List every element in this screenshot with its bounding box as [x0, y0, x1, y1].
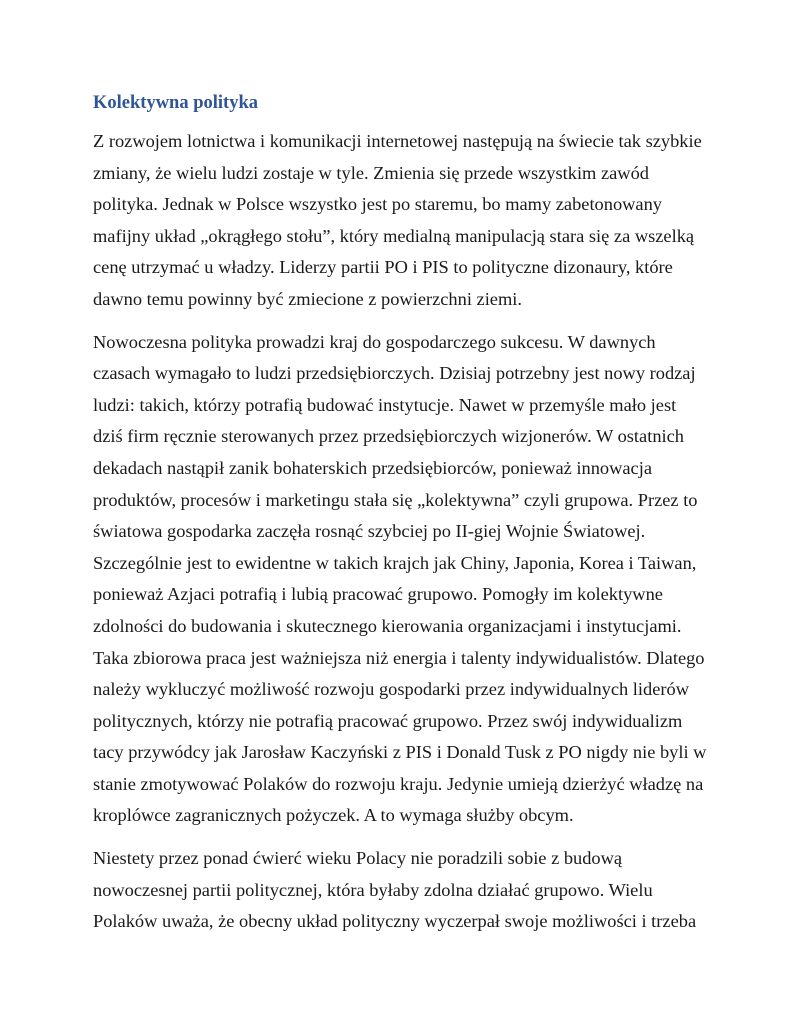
text-line: Nowoczesna polityka prowadzi kraj do gospodarczego sukcesu. W dawnych — [93, 331, 656, 352]
text-line: dekadach nastąpił zanik bohaterskich przedsiębiorców, ponieważ innowacja — [93, 457, 652, 478]
text-line: zdolności do budowania i skutecznego kierowania organizacjami i instytucjami. — [93, 615, 682, 636]
text-line: kroplówce zagranicznych pożyczek. A to wymaga służby obcym. — [93, 805, 574, 826]
text-line: tacy przywódcy jak Jarosław Kaczyński z PIS i Donald Tusk z PO nigdy nie byli w — [93, 742, 707, 763]
text-line: Z rozwojem lotnictwa i komunikacji internetowej następują na świecie tak szybkie — [93, 131, 702, 151]
paragraph-1 — [93, 126, 705, 316]
text-line: należy wykluczyć możliwość rozwoju gospodarki przez indywidualnych liderów — [93, 679, 689, 700]
text-line: produktów, procesów i marketingu stała się „kolektywna” czyli grupowa. Przez to — [93, 489, 698, 510]
text-line: Niestety przez ponad ćwierć wieku Polacy nie poradzili sobie z budową — [93, 848, 623, 869]
text-line: czasach wymagało to ludzi przedsiębiorczych. Dzisiaj potrzebny jest nowy rodzaj — [93, 363, 696, 384]
paragraph-3 — [93, 843, 705, 938]
text-line: nowoczesnej partii politycznej, która byłaby zdolna działać grupowo. Wielu — [93, 879, 653, 900]
document-body — [93, 90, 705, 949]
text-line: Szczególnie jest to ewidentne w takich krajch jak Chiny, Japonia, Korea i Taiwan, — [93, 552, 697, 573]
text-line: polityka. Jednak w Polsce wszystko jest po staremu, bo mamy zabetonowany — [93, 194, 662, 215]
text-line: cenę utrzymać u władzy. Liderzy partii PO i PIS to polityczne dizonaury, które — [93, 257, 673, 278]
text-line: światowa gospodarka zaczęła rosnąć szybciej po II-giej Wojnie Światowej. — [93, 521, 646, 542]
text-line: zmiany, że wielu ludzi zostaje w tyle. Zmienia się przede wszystkim zawód — [93, 162, 649, 183]
paragraph-2 — [93, 327, 705, 833]
text-line: mafijny układ „okrągłego stołu”, który medialną manipulacją stara się za wszelką — [93, 225, 695, 246]
text-line: ludzi: takich, którzy potrafią budować instytucje. Nawet w przemyśle mało jest — [93, 394, 677, 415]
text-line: ponieważ Azjaci potrafią i lubią pracować grupowo. Pomogły im kolektywne — [93, 584, 663, 605]
text-line: dziś firm ręcznie sterowanych przez przedsiębiorczych wizjonerów. W ostatnich — [93, 426, 684, 447]
text-line: politycznych, którzy nie potrafią pracować grupowo. Przez swój indywidualizm — [93, 710, 683, 731]
text-line: Taka zbiorowa praca jest ważniejsza niż energia i talenty indywidualistów. Dlatego — [93, 647, 705, 668]
text-line: dawno temu powinny być zmiecione z powierzchni ziemi. — [93, 288, 522, 309]
text-line: Polaków uważa, że obecny układ polityczny wyczerpał swoje możliwości i trzeba — [93, 911, 697, 932]
text-line: stanie zmotywować Polaków do rozwoju kraju. Jedynie umieją dzierżyć władzę na — [93, 773, 704, 794]
section-heading: Kolektywna polityka — [93, 93, 258, 113]
